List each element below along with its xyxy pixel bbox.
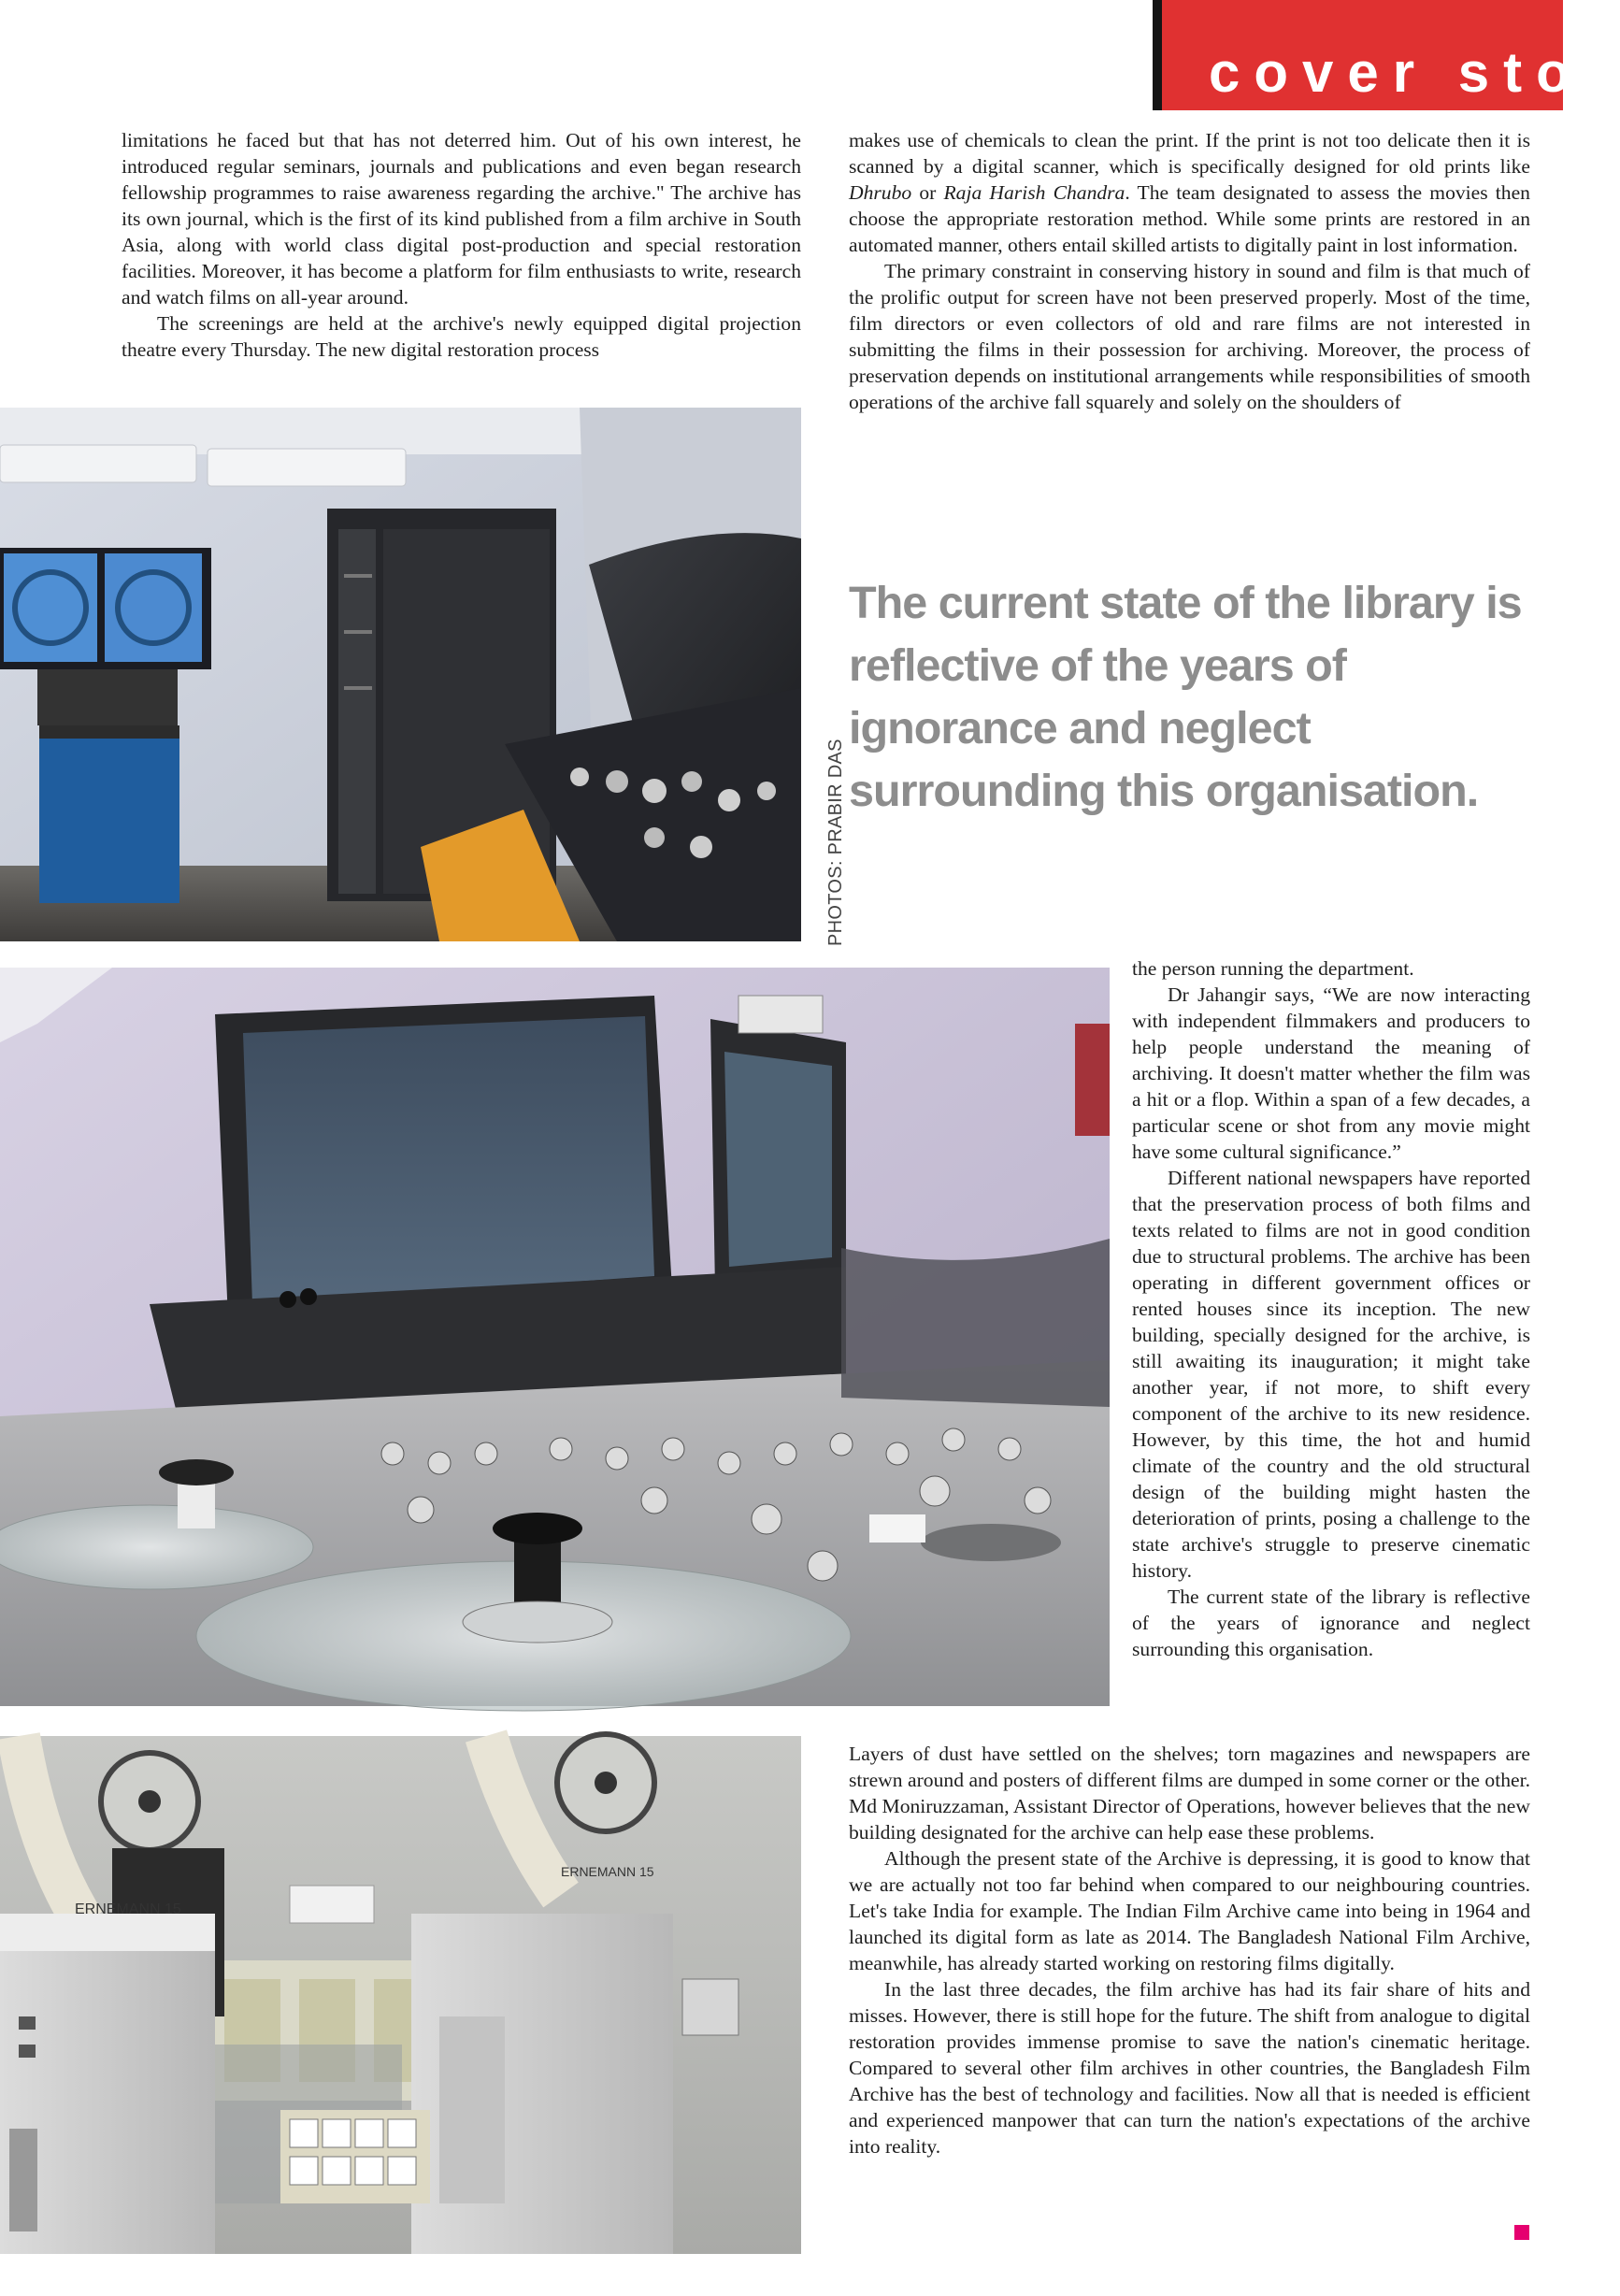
paragraph: The screenings are held at the archive's newly equipped digital projection theatre every Thursday. The new digital restoration process — [122, 312, 801, 361]
photo-editing-table — [0, 968, 1110, 1706]
text-run: . The team designated to assess the movies then choose the appropriate restoration method. While some prints are restored in an automated manner, others entail skilled artists to digitally paint in lost information. — [849, 181, 1530, 256]
paragraph: The current state of the library is reflective of the years of ignorance and neglect surrounding this organisation. — [1132, 1586, 1530, 1660]
photo-projectors — [0, 1736, 801, 2254]
photo-scanner-room — [0, 408, 801, 941]
paragraph: Layers of dust have settled on the shelves; torn magazines and newspapers are strewn around and posters of different films are dumped in some corner or the other. Md Moniruzzaman, Assistant Director of Operations, however believes that the new building designated for the archive can help ease these problems. — [849, 1743, 1530, 1844]
film-title: Dhrubo — [849, 181, 912, 204]
article-column-bottom-right — [849, 1741, 1530, 2160]
paragraph: In the last three decades, the film archive has had its fair share of hits and misses. However, there is still hope for the future. The shift from analogue to digital restoration provides immense promise to save the nation's cinematic heritage. Compared to several other film archives in other countries, the Bangladesh Film Archive has the best of technology and facilities. Now all that is needed is efficient and experienced manpower that can turn the nation's expectations of the archive into reality. — [849, 1978, 1530, 2158]
paragraph: Although the present state of the Archive is depressing, it is good to know that we are actually not too far behind when compared to our neighbouring countries. Let's take India for example. The Indian Film Archive came into being in 1964 and launched its digital form as late as 2014. The Bangladesh National Film Archive, meanwhile, has already started working on restoring films digitally. — [849, 1847, 1530, 1974]
article-column-middle-right — [1132, 955, 1530, 1662]
article-column-top-left — [122, 127, 801, 363]
paragraph: Dr Jahangir says, “We are now interacting with independent filmmakers and producers to help people understand the meaning of archiving. It doesn't matter whether the film was a hit or a flop. Within a span of a few decades, a particular scene or shot from any movie might have some cultural significance.” — [1132, 983, 1530, 1163]
projector-label: ERNEMANN 15 — [561, 1864, 654, 1879]
article-column-top-right — [849, 127, 1530, 415]
text-run: makes use of chemicals to clean the print. If the print is not too delicate then it is scanned by a digital scanner, which is specifically designed for old prints like — [849, 129, 1530, 178]
pull-quote: The current state of the library is reflective of the years of ignorance and neglect surrounding this organisation. — [849, 578, 1522, 816]
projector-label: ERNEMANN 15 — [75, 1901, 181, 1917]
text-run: or — [911, 181, 944, 204]
paragraph: The primary constraint in conserving history in sound and film is that much of the prolific output for screen have not been preserved properly. Most of the time, film directors or even collectors of old and rare films are not interested in submitting the films in their possession for archiving. Moreover, the process of preservation depends on institutional arrangements while responsibilities of smooth operations of the archive fall squarely and solely on the shoulders of — [849, 260, 1530, 413]
film-title: Raja Harish Chandra — [943, 181, 1125, 204]
section-tab — [1153, 0, 1620, 110]
end-mark-icon — [1514, 2225, 1529, 2240]
paragraph: the person running the department. — [1132, 957, 1414, 980]
paragraph — [849, 127, 1530, 258]
paragraph: limitations he faced but that has not deterred him. Out of his own interest, he introduced regular seminars, journals and publications and even began research fellowship programmes to raise awareness regarding the archive." The archive has its own journal, which is the first of its kind published from a film archive in South Asia, along with world class digital post-production and special restoration facilities. Moreover, it has become a platform for film enthusiasts to write, research and watch films on all-year around. — [122, 129, 801, 309]
paragraph: Different national newspapers have reported that the preservation process of both films and texts related to films are not in good condition due to structural problems. The archive has been operating in different government offices or rented houses since its inception. The new building, specially designed for the archive, is still awaiting its inauguration; it might take another year, if not more, to shift every component of the archive to its new residence. However, by this time, the hot and humid climate of the country and the old structural design of the building might hasten the deterioration of prints, posing a challenge to the state archive's struggle to preserve cinematic history. — [1132, 1167, 1530, 1582]
photo-credit: PHOTOS: PRABIR DAS — [825, 739, 846, 946]
section-label: cover stor — [1209, 41, 1620, 104]
